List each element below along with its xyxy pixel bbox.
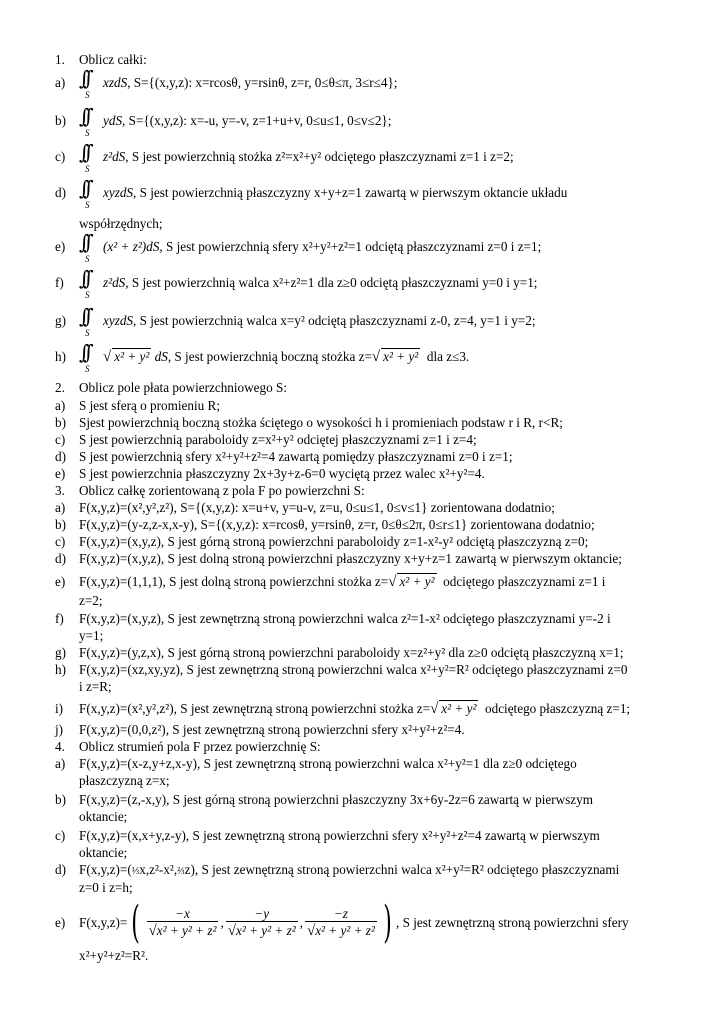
s1-item-b: b) ∫∫ S ydS, S={(x,y,z): x=-u, y=-v, z=1+u+v, 0≤u≤1, 0≤v≤2}; [55,104,392,138]
s3-item: h) F(x,y,z)=(xz,xy,yz), S jest zewnętrzną stroną powierzchni walca x²+y²=R² odciętego płaszczyznami z=0 [55,662,628,677]
s2-item: b) Sjest powierzchnią boczną stożka ściętego o wysokości h i promieniach podstaw r i R, r<R; [55,415,563,430]
s1-item-d: d) ∫∫ S xyzdS, S jest powierzchnią płaszczyzny x+y+z=1 zawartą w pierwszym oktancie układu [55,176,568,210]
sqrt-icon: √ [371,349,381,365]
sqrt-icon: √ [430,701,439,717]
s4-item-e: e) F(x,y,z)= ( $\frac{-x}{\text{√x² + y² + z²}}$ , $\frac{-y}{\text{√x² + y² + z²}}$ , $\frac{-z}{\text{√x² + y² + z²}}$ ) , S jest zewnętrzną stroną powierzchni sfery [55,896,629,948]
s2-item: e) S jest powierzchnia płaszczyzny 2x+3y+z-6=0 wyciętą przez walec x²+y²=4. [55,466,485,481]
double-integral-symbol: ∫∫ S [79,104,90,138]
s3-item: g) F(x,y,z)=(y,z,x), S jest górną stroną powierzchni paraboloidy x=z²+y² dla z≥0 odciętą płaszczyzną x=1; [55,645,624,660]
sqrt-icon: √ [103,349,112,365]
sqrt-icon: √ [388,574,397,590]
s3-item: d) F(x,y,z)=(x,y,z), S jest dolną stroną powierzchni płaszczyzny x+y+z=1 zawartą w pierwszym oktancie; [55,551,622,566]
double-integral-symbol: ∫∫ S [79,176,90,210]
s1-item-d-cont: współrzędnych; [79,216,163,231]
s2-heading-line: 2. Oblicz pole płata powierzchniowego S: [55,380,288,395]
sqrt-icon: √ [227,923,236,940]
s4-item: c) F(x,y,z)=(x,x+y,z-y), S jest zewnętrzną stroną powierzchni sfery x²+y²+z²=4 zawartą w pierwszym [55,828,600,843]
s1-heading: Oblicz całki: [79,52,147,67]
double-integral-symbol: ∫∫ S [79,304,90,338]
right-paren-icon: ) [383,896,392,948]
left-paren-icon: ( [131,896,141,948]
s2-item: a) S jest sferą o promieniu R; [55,398,221,413]
s4-heading: Oblicz strumień pola F przez powierzchnię S: [79,739,321,754]
s1-item-e: e) ∫∫ S (x² + z²)dS, S jest powierzchnią sfery x²+y²+z²=1 odciętą płaszczyznami z=0 i z=1; [55,230,542,264]
s4-item: d) F(x,y,z)=(⅓x,z²-x²,⅔z), S jest zewnętrzną stroną powierzchni walca x²+y²=R² odciętego płaszczyznami [55,862,620,877]
s1-item-g: g) ∫∫ S xyzdS, S jest powierzchnią walca x=y² odciętą płaszczyznami z-0, z=4, y=1 i y=2; [55,304,536,338]
s3-item: j) F(x,y,z)=(0,0,z²), S jest zewnętrzną stroną powierzchni sfery x²+y²+z²=4. [55,722,465,737]
s1-heading-line [55,52,705,68]
s3-heading-line: 3. Oblicz całkę zorientowaną z pola F po powierzchni S: [55,483,365,498]
s4-item: a) F(x,y,z)=(x-z,y+z,x-y), S jest zewnętrzną stroną powierzchni walca x²+y²=1 dla z≥0 odciętego [55,756,577,771]
s4-heading-line: 4. Oblicz strumień pola F przez powierzchnię S: [55,739,321,754]
s1-item-a: a) ∫∫ S xzdS, S={(x,y,z): x=rcosθ, y=rsinθ, z=r, 0≤θ≤π, 3≤r≤4}; [55,66,398,100]
sqrt-icon: √ [148,923,157,940]
s3-item: f) F(x,y,z)=(x,y,z), S jest zewnętrzną stroną powierzchni walca z²=1-x² odciętego płaszczyznami y=-2 i [55,611,611,626]
fraction: $\frac{-z}{\text{√x² + y² + z²}}$ [306,905,375,940]
double-integral-symbol: ∫∫ S [79,266,90,300]
s2-item: c) S jest powierzchnią paraboloidy z=x²+y² odciętej płaszczyznami z=1 i z=4; [55,432,477,447]
s4-item: b) F(x,y,z)=(z,-x,y), S jest górną stroną powierzchni płaszczyzny 3x+6y-2z=6 zawartą w pierwszym [55,792,593,807]
s3-heading: Oblicz całkę zorientowaną z pola F po powierzchni S: [79,483,365,498]
s3-item: i) F(x,y,z)=(x²,y²,z²), S jest zewnętrzną stroną powierzchni stożka z=√ x² + y² odciętego płaszczyzną z=1; [55,701,631,717]
s3-item: c) F(x,y,z)=(x,y,z), S jest górną stroną powierzchni paraboloidy z=1-x²-y² odciętą płaszczyzną z=0; [55,534,589,549]
s2-heading: Oblicz pole płata powierzchniowego S: [79,380,288,395]
s3-item: a) F(x,y,z)=(x²,y²,z²), S={(x,y,z): x=u+v, y=u-v, z=u, 0≤u≤1, 0≤v≤1} zorientowana dodatnio; [55,500,555,515]
double-integral-symbol: ∫∫ S [79,140,90,174]
double-integral-symbol: ∫∫ S [79,230,90,264]
s1-item-c: c) ∫∫ S z²dS, S jest powierzchnią stożka z²=x²+y² odciętego płaszczyznami z=1 i z=2; [55,140,514,174]
s3-item: e) F(x,y,z)=(1,1,1), S jest dolną stroną powierzchni stożka z=√ x² + y² odciętego płaszczyznami z=1 i [55,574,606,590]
s3-item: b) F(x,y,z)=(y-z,z-x,x-y), S={(x,y,z): x=rcosθ, y=rsinθ, z=r, 0≤θ≤2π, 0≤r≤1} zorientowana dodatnio; [55,517,595,532]
document-page: 1. Oblicz całki: a) ∫∫ S xzdS, S={(x,y,z): x=rcosθ, y=rsinθ, z=r, 0≤θ≤π, 3≤r≤4}; b) ∫∫ S ydS, S={(x,y,z): x=-u, y=-v, z=1+u+v, 0≤u≤1, 0≤v≤2}; c) ∫∫ S z²dS, S jest powierzchnią stożka z²=x²+y² odciętego płaszczyznami z=1 i z=2; d) ∫∫ S xyzdS, S jest powierzchnią płaszczyzny x+y+z=1 zawartą w pierwszym oktancie układu współrzędnych; e) ∫∫ S (x² + z²)dS, S jest powierzchnią sfery x²+y²+z²=1 odciętą płaszczyznami z=0 i z=1; f) ∫∫ S z²dS, S jest powierzchnią walca x²+z²=1 dla z≥0 odciętą płaszczyznami y=0 i y=1; g) ∫∫ S xyzdS, S jest powierzchnią walca x=y² odciętą płaszczyznami z-0, z=4, y=1 i y=2; h) ∫∫ S √ x² + y² dS, S jest powierzchnią boczną stożka z=√ x² + y² dla z≤3. 2. Oblicz pole płata powierzchniowego S: a) S jest sferą o promieniu R; b) Sjest powierzchnią boczną stożka ściętego o wysokości h i promieniach podstaw r i R, r<R; c) S jest powierzchnią paraboloidy z=x²+y² odciętej płaszczyznami z=1 i z=4; d) S jest powierzchnią sfery x²+y²+z²=4 zawartą pomiędzy płaszczyznami z=0 i z=1; e) S jest powierzchnia płaszczyzny 2x+3y+z-6=0 wyciętą przez walec x²+y²=4. 3. Oblicz całkę zorientowaną z pola F po powierzchni S: a) F(x,y,z)=(x²,y²,z²), S={(x,y,z): x=u+v, y=u-v, z=u, 0≤u≤1, 0≤v≤1} zorientowana dodatnio; b) F(x,y,z)=(y-z,z-x,x-y), S={(x,y,z): x=rcosθ, y=rsinθ, z=r, 0≤θ≤2π, 0≤r≤1} zorientowana dodatnio; c) F(x,y,z)=(x,y,z), S jest górną stroną powierzchni paraboloidy z=1-x²-y² odciętą płaszczyzną z=0; d) F(x,y,z)=(x,y,z), S jest dolną stroną powierzchni płaszczyzny x+y+z=1 zawartą w pierwszym oktancie; e) F(x,y,z)=(1,1,1), S jest dolną stroną powierzchni stożka z=√ x² + y² odciętego płaszczyznami z=1 i z=2; f) F(x,y,z)=(x,y,z), S jest zewnętrzną stroną powierzchni walca z²=1-x² odciętego płaszczyznami y=-2 i y=1; g) F(x,y,z)=(y,z,x), S jest górną stroną powierzchni paraboloidy x=z²+y² dla z≥0 odciętą płaszczyzną x=1; h) F(x,y,z)=(xz,xy,yz), S jest zewnętrzną stroną powierzchni walca x²+y²=R² odciętego płaszczyznami z=0 i z=R; i) F(x,y,z)=(x²,y²,z²), S jest zewnętrzną stroną powierzchni stożka z=√ x² + y² odciętego płaszczyzną z=1; j) F(x,y,z)=(0,0,z²), S jest zewnętrzną stroną powierzchni sfery x²+y²+z²=4. 4. Oblicz strumień pola F przez powierzchnię S: a) F(x,y,z)=(x-z,y+z,x-y), S jest zewnętrzną stroną powierzchni walca x²+y²=1 dla z≥0 odciętego płaszczyzną z=x; b) F(x,y,z)=(z,-x,y), S jest górną stroną powierzchni płaszczyzny 3x+6y-2z=6 zawartą w pierwszym oktancie; c) F(x,y,z)=(x,x+y,z-y), S jest zewnętrzną stroną powierzchni sfery x²+y²+z²=4 zawartą w pierwszym oktancie; d) F(x,y,z)=(⅓x,z²-x²,⅔z), S jest zewnętrzną stroną powierzchni walca x²+y²=R² odciętego płaszczyznami z=0 i z=h; e) F(x,y,z)= ( $\frac{-x}{\text{√x² + y² + z²}}$ , $\frac{-y}{\text{√x² + y² + z²}}$ , $\frac{-z}{\text{√x² + y² + z²}}$ ) , S jest zewnętrzną stroną powierzchni sfery x²+y²+z²=R². [0,0,725,1024]
double-integral-symbol: ∫∫ S [79,66,90,100]
sqrt-icon: √ [306,923,316,940]
s1-item-f: f) ∫∫ S z²dS, S jest powierzchnią walca x²+z²=1 dla z≥0 odciętą płaszczyznami y=0 i y=1; [55,266,538,300]
s2-item: d) S jest powierzchnią sfery x²+y²+z²=4 zawartą pomiędzy płaszczyznami z=0 i z=1; [55,449,513,464]
fraction: $\frac{-x}{\text{√x² + y² + z²}}$ [148,905,217,940]
s1-item-h: h) ∫∫ S √ x² + y² dS, S jest powierzchnią boczną stożka z=√ x² + y² dla z≤3. [55,340,470,374]
s1-number: 1. [55,52,65,67]
fraction: $\frac{-y}{\text{√x² + y² + z²}}$ [227,905,296,940]
double-integral-symbol: ∫∫ S [79,340,90,374]
